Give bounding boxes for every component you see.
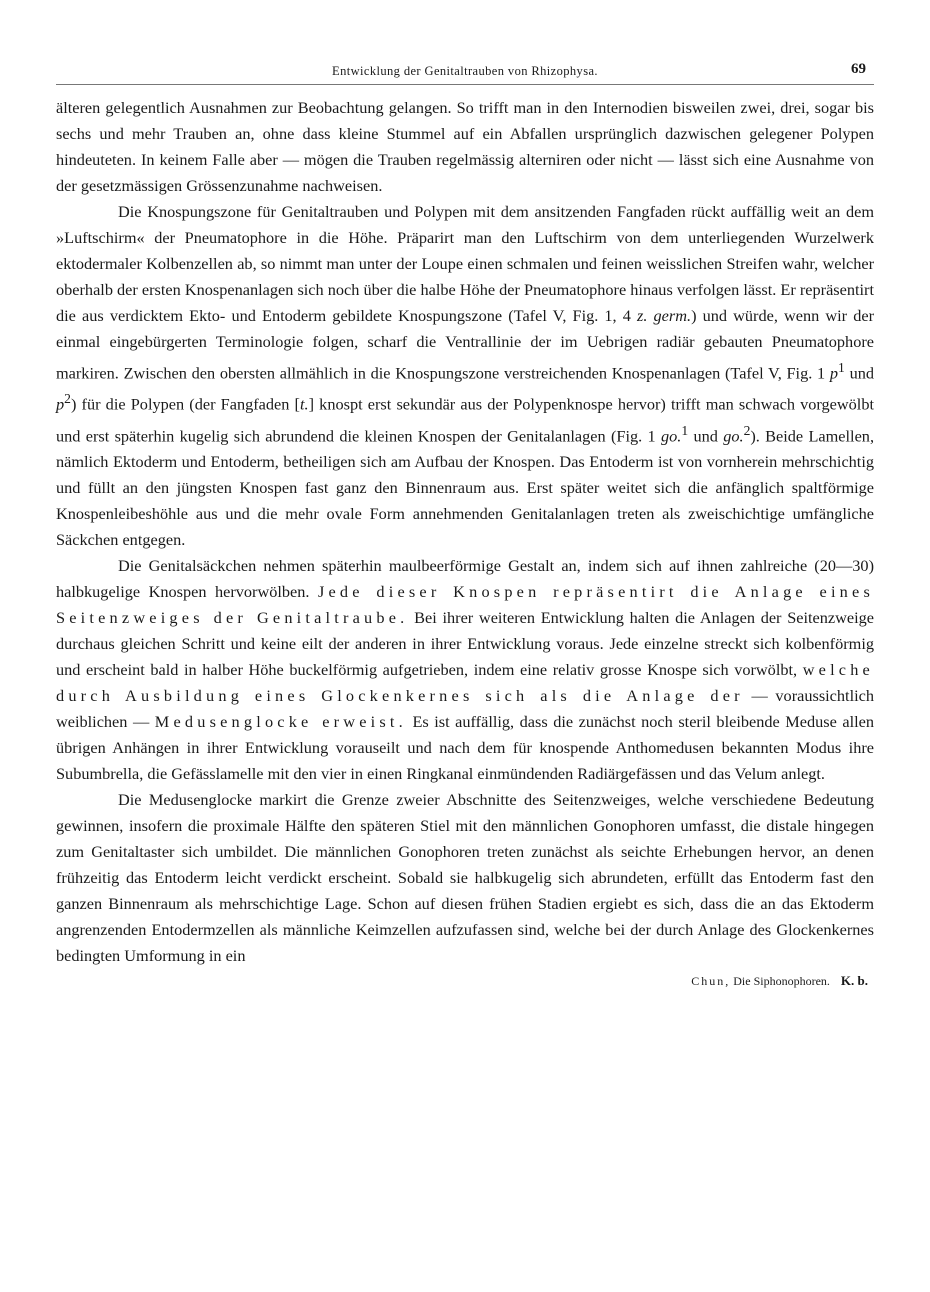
text-run: Die Genitalsäckchen nehmen späterhin maulbeerförmige Gestalt an, indem sich auf ihnen zahlreiche (20—30) halbkugelige Knospen hervorwölben. bbox=[56, 556, 874, 602]
text-run: ) und würde, wenn wir der einmal eingebürgerten Terminologie folgen, scharf die Ventrallinie der im Uebrigen radiär gebauten Pneumatophore markiren. Zwischen den obersten allmählich in die Knospungszone verstreichenden Knospenanlagen (Tafel V, Fig. 1 bbox=[56, 306, 874, 383]
signature-line bbox=[56, 973, 874, 989]
figure-label: go. bbox=[723, 426, 744, 446]
text-run: Es ist auffällig, dass die zunächst noch steril bleibende Meduse allen übrigen Anhängen in ihrer Entwicklung vorauseilt und nach dem für knospende Anthomedusen bekannten Modus ihre Subumbrella, die Gefässlamelle mit den vier in einen Ringkanal einmündenden Radiärgefässen und das Velum anlegt. bbox=[56, 712, 874, 784]
text-run: Bei ihrer weiteren Entwicklung halten die Anlagen der Seitenzweige durchaus gleichen Schritt und keine eilt der anderen in ihrer Entwicklung voraus. Jede einzelne streckt sich kolbenförmig und erscheint bald in halber Höhe buckelförmig aufgetrieben, indem eine relativ grosse Knospe sich vorwölbt, bbox=[56, 608, 874, 680]
text-run: und bbox=[844, 363, 874, 383]
paragraph-1: älteren gelegentlich Ausnahmen zur Beobachtung gelangen. So trifft man in den Internodien bisweilen zwei, drei, sogar bis sechs und mehr Trauben an, ohne dass kleine Stummel auf ein Abfallen ursprünglich dazwischen gelegener Polypen hindeuteten. In keinem Falle aber — mögen die Trauben regelmässig alterniren oder nicht — lässt sich eine Ausnahme von der gesetzmässigen Grössenzunahme nachweisen. bbox=[56, 98, 874, 195]
figure-label: go. bbox=[660, 426, 682, 446]
author-name: Chun, bbox=[691, 974, 731, 989]
figure-label: p bbox=[56, 394, 65, 414]
text-run: ) für die Polypen (der Fangfaden [ bbox=[70, 394, 300, 414]
superscript: 1 bbox=[681, 422, 689, 438]
emphasized-text: Medusenglocke erweist. bbox=[154, 712, 407, 732]
superscript: 1 bbox=[838, 360, 845, 375]
text-run: Die Knospungszone für Genitaltrauben und Polypen mit dem ansitzenden Fangfaden rückt auffällig weit an dem »Luftschirm« der Pneumatophore in die Höhe. Präparirt man den Luftschirm von dem unterliegenden Wurzelwerk ektodermaler Kolbenzellen ab, so nimmt man unter der Loupe einen schmalen und feinen weisslichen Streifen wahr, welcher oberhalb der ersten Knospenanlagen sich noch über die halbe Höhe der Pneumatophore hinaus verfolgen lässt. Er repräsentirt die aus verdicktem Ekto- und Entoderm gebildete Knospungszone (Tafel V, Fig. 1, 4 bbox=[56, 202, 874, 325]
running-header bbox=[56, 60, 874, 85]
body-text bbox=[56, 95, 874, 969]
emphasized-text: welche durch Ausbildung eines Glockenkernes sich als die Anlage der bbox=[56, 660, 874, 706]
running-title: Entwicklung der Genitaltrauben von Rhizophysa. bbox=[332, 64, 598, 78]
text-run: — voraussichtlich weiblichen — bbox=[56, 686, 874, 732]
page bbox=[56, 60, 874, 989]
superscript: 2 bbox=[64, 391, 71, 407]
emphasized-text: Jede dieser Knospen repräsentirt die Anlage eines Seitenzweiges der Genitaltraube. bbox=[56, 582, 874, 628]
superscript: 2 bbox=[743, 422, 751, 438]
paragraph-4: Die Medusenglocke markirt die Grenze zweier Abschnitte des Seitenzweiges, welche verschiedene Bedeutung gewinnen, insofern die proximale Hälfte den späteren Stiel mit den männlichen Gonophoren umfasst, die distale hingegen zum Genitaltaster sich umbildet. Die männlichen Gonophoren treten zunächst als seichte Erhebungen hervor, an denen frühzeitig das Entoderm leicht verdickt erscheint. Sobald sie halbkugelig sich abrundeten, erfüllt das Entoderm fast den ganzen Binnenraum als mehrschichtige Lage. Schon auf diesen frühen Stadien ergiebt es sich, dass die an das Ektoderm angrenzenden Entodermzellen als männliche Keimzellen aufzufassen sind, welche bei der durch Anlage des Glockenkernes bedingten Umformung in ein bbox=[56, 790, 874, 966]
figure-label: p bbox=[829, 363, 839, 383]
text-run: ). Beide Lamellen, nämlich Ektoderm und Entoderm, betheiligen sich am Aufbau der Knospen. Das Entoderm ist von vornherein mehrschichtig und füllt an den jüngsten Knospen fast ganz den Binnenraum aus. Erst später weitet sich die anfänglich spaltförmige Knospenleibeshöhle aus und die mehr ovale Form annehmenden Genitalanlagen treten als zweischichtige umfängliche Säckchen entgegen. bbox=[56, 426, 875, 550]
figure-label: t. bbox=[299, 394, 309, 414]
signature-mark: K. b. bbox=[840, 973, 868, 989]
text-run: ] knospt erst sekundär aus der Polypenknospe hervor) trifft man schwach vorgewölbt und erst späterhin kugelig sich abrundend die kleinen Knospen der Genitalanlagen (Fig. 1 bbox=[56, 394, 874, 446]
paragraph-2 bbox=[56, 199, 874, 553]
paragraph-3 bbox=[56, 553, 874, 787]
book-title: Die Siphonophoren. bbox=[733, 974, 830, 989]
figure-label: z. germ. bbox=[637, 306, 692, 325]
text-run: und bbox=[688, 426, 724, 446]
page-number: 69 bbox=[851, 61, 866, 77]
